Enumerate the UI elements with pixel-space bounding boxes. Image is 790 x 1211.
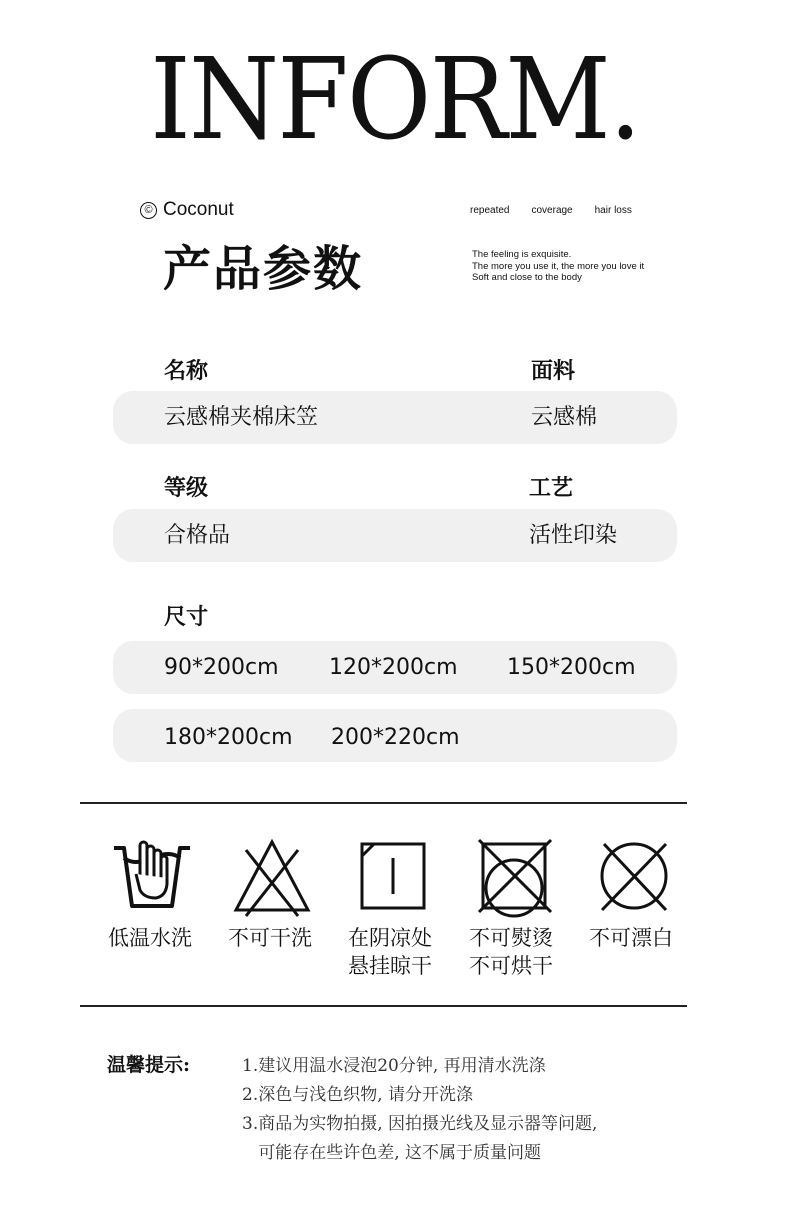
tagline — [472, 249, 644, 284]
size-value: 200*220cm — [331, 725, 460, 750]
name-label: 名称 — [164, 359, 209, 384]
size-row-2 — [113, 709, 677, 762]
no-bleach-icon — [594, 838, 674, 918]
craft-value: 活性印染 — [529, 523, 618, 548]
size-value: 180*200cm — [164, 725, 293, 750]
fabric-value: 云感棉 — [531, 405, 598, 430]
tagline-line: The more you use it, the more you love it — [472, 260, 645, 272]
brand-title: INFORM. — [150, 35, 640, 165]
tag-list — [470, 205, 654, 216]
no-dry-clean-icon — [232, 838, 312, 918]
tip-line: 3.商品为实物拍摄, 因拍摄光线及显示器等问题, — [242, 1114, 598, 1134]
copyright-icon: © — [140, 202, 157, 219]
care-label — [571, 924, 691, 952]
care-label-line: 不可熨烫 — [469, 926, 553, 950]
care-label-line: 不可干洗 — [228, 926, 312, 950]
tips-heading: 温馨提示: — [107, 1054, 191, 1076]
care-label — [451, 924, 571, 980]
size-value: 150*200cm — [507, 655, 636, 680]
section-title: 产品参数 — [163, 241, 364, 297]
shade-dry-icon — [355, 838, 435, 918]
tips-list — [242, 1052, 597, 1168]
care-label-line: 低温水洗 — [108, 926, 192, 950]
tip-line: 1.建议用温水浸泡20分钟, 再用清水洗涤 — [242, 1056, 546, 1076]
name-value: 云感棉夹棉床笠 — [164, 405, 319, 430]
divider-bottom — [80, 1005, 687, 1007]
size-row-1 — [113, 641, 677, 694]
tag: repeated — [470, 205, 510, 216]
grade-value: 合格品 — [164, 523, 231, 548]
size-value: 120*200cm — [329, 655, 458, 680]
brand-logo — [140, 199, 234, 221]
tag: coverage — [531, 205, 573, 216]
craft-label: 工艺 — [529, 476, 574, 501]
care-label-line: 悬挂晾干 — [348, 954, 432, 978]
tagline-line: Soft and close to the body — [472, 272, 582, 283]
tag: hair loss — [594, 205, 632, 216]
fabric-label: 面料 — [531, 359, 576, 384]
care-label — [330, 924, 450, 980]
divider-top — [80, 802, 687, 804]
no-iron-no-tumble-icon — [475, 838, 555, 918]
tagline-line: The feeling is exquisite. — [472, 249, 572, 260]
care-label-line: 不可烘干 — [469, 954, 553, 978]
tip-line: 可能存在些许色差, 这不属于质量问题 — [242, 1143, 542, 1163]
care-label — [90, 924, 210, 952]
logo-text: Coconut — [163, 199, 234, 220]
hand-wash-icon — [112, 838, 192, 918]
care-label-line: 在阴凉处 — [348, 926, 432, 950]
size-value: 90*200cm — [164, 655, 279, 680]
size-label: 尺寸 — [164, 605, 209, 630]
grade-craft-row — [113, 509, 677, 562]
name-fabric-row — [113, 391, 677, 444]
care-label-line: 不可漂白 — [589, 926, 673, 950]
care-label — [210, 924, 330, 952]
grade-label: 等级 — [164, 476, 209, 501]
tip-line: 2.深色与浅色织物, 请分开洗涤 — [242, 1085, 474, 1105]
